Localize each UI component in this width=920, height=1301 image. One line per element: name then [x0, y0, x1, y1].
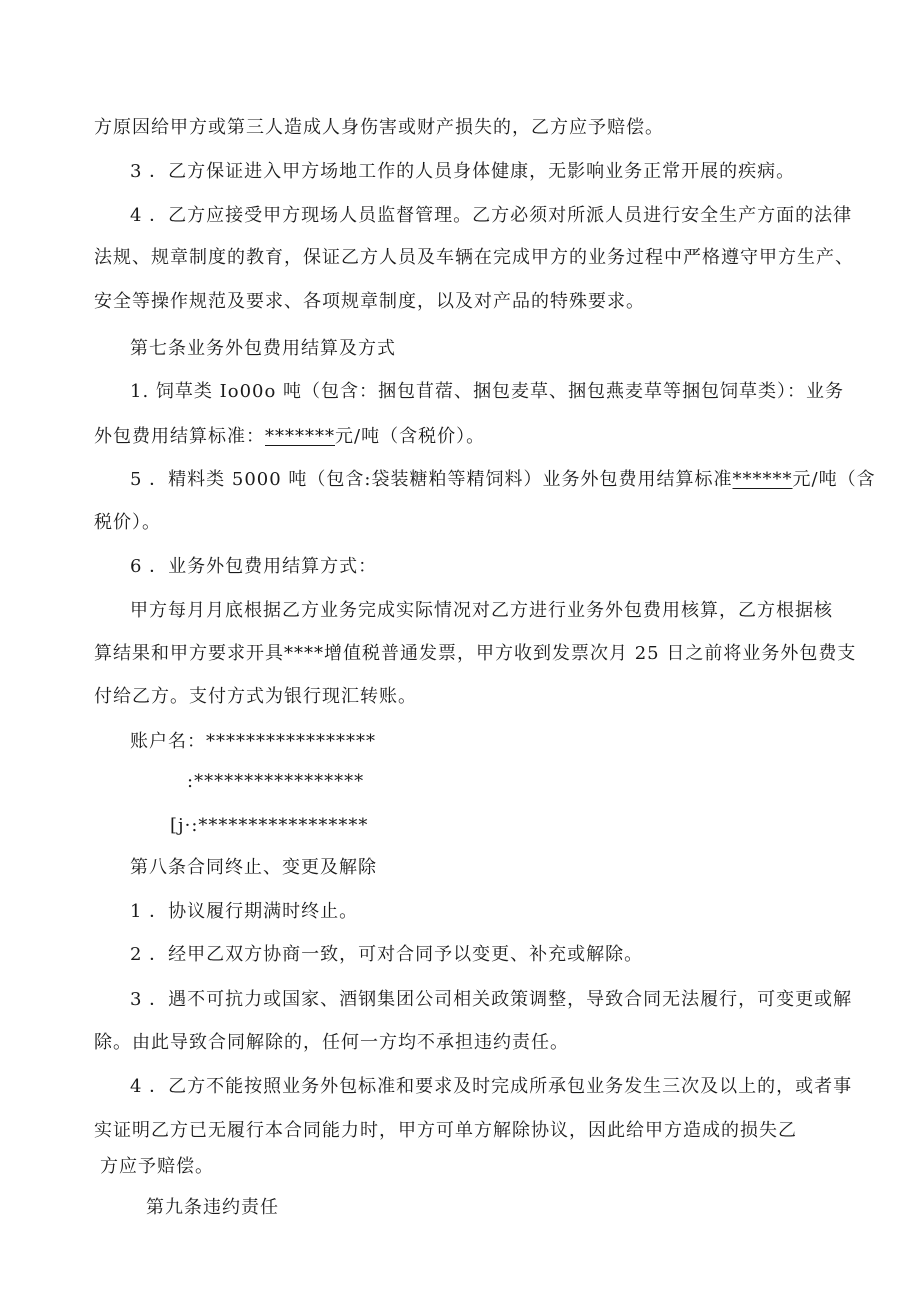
- clause-4-line-1: 4 ．乙方应接受甲方现场人员监督管理。乙方必须对所派人员进行安全生产方面的法律: [130, 205, 853, 226]
- paragraph-line: 方原因给甲方或第三人造成人身伤害或财产损失的，乙方应予赔偿。: [94, 117, 664, 138]
- settlement-line-1: 甲方每月月底根据乙方业务完成实际情况对乙方进行业务外包费用核算，乙方根据核: [130, 600, 833, 621]
- clause-6-heading: 6 ．业务外包费用结算方式：: [130, 556, 378, 577]
- fee-unit: 元/吨（含税价）。: [335, 426, 486, 447]
- article-8-item-1: 1 ．协议履行期满时终止。: [130, 901, 359, 922]
- concentrate-unit: 元/吨（含: [792, 469, 876, 490]
- article-8-item-2: 2 ．经甲乙双方协商一致，可对合同予以变更、补充或解除。: [130, 944, 644, 965]
- article-7-item-1-line-2: [94, 425, 485, 449]
- clause-3-line: 3 ．乙方保证进入甲方场地工作的人员身体健康，无影响业务正常开展的疾病。: [130, 161, 796, 182]
- article-8-item-4-line-1: 4 ．乙方不能按照业务外包标准和要求及时完成所承包业务发生三次及以上的，或者事: [130, 1076, 853, 1097]
- article-7-heading: 第七条业务外包费用结算及方式: [130, 338, 396, 359]
- concentrate-amount-masked: ******: [732, 469, 793, 490]
- article-8-heading: 第八条合同终止、变更及解除: [130, 857, 377, 878]
- clause-5-line-2: 税价）。: [94, 512, 161, 533]
- article-8-item-4-line-3: 方应予赔偿。: [100, 1156, 214, 1177]
- article-8-item-4-line-2: 实证明乙方已无履行本合同能力时，甲方可单方解除协议，因此给甲方造成的损失乙: [94, 1120, 797, 1141]
- account-number-line: [j·:*****************: [170, 815, 369, 836]
- settlement-line-2: 算结果和甲方要求开具****增值税普通发票，甲方收到发票次月 25 日之前将业务外包费支: [94, 643, 857, 664]
- fee-amount-masked: *******: [265, 426, 335, 447]
- clause-4-line-3: 安全等操作规范及要求、各项规章制度，以及对产品的特殊要求。: [94, 291, 645, 312]
- concentrate-clause-text: 5 ．精料类 5000 吨（包含:袋装糖粕等精饲料）业务外包费用结算标准: [130, 469, 733, 490]
- article-9-heading: 第九条违约责任: [146, 1197, 279, 1218]
- clause-4-line-2: 法规、规章制度的教育，保证乙方人员及车辆在完成甲方的业务过程中严格遵守甲方生产、: [94, 247, 854, 268]
- article-8-item-3-line-2: 除。由此导致合同解除的，任何一方均不承担违约责任。: [94, 1032, 569, 1053]
- account-bank-line: :*****************: [187, 771, 365, 792]
- article-8-item-3-line-1: 3 ．遇不可抗力或国家、酒钢集团公司相关政策调整，导致合同无法履行，可变更或解: [130, 989, 853, 1010]
- settlement-line-3: 付给乙方。支付方式为银行现汇转账。: [94, 686, 417, 707]
- fee-standard-label: 外包费用结算标准：: [94, 426, 265, 447]
- clause-5-line-1: [130, 468, 876, 492]
- article-7-item-1-line-1: 1. 饲草类 Io00o 吨（包含：捆包苜蓿、捆包麦草、捆包燕麦草等捆包饲草类）：业务: [130, 381, 845, 402]
- account-name-line: 账户名：*****************: [130, 731, 376, 752]
